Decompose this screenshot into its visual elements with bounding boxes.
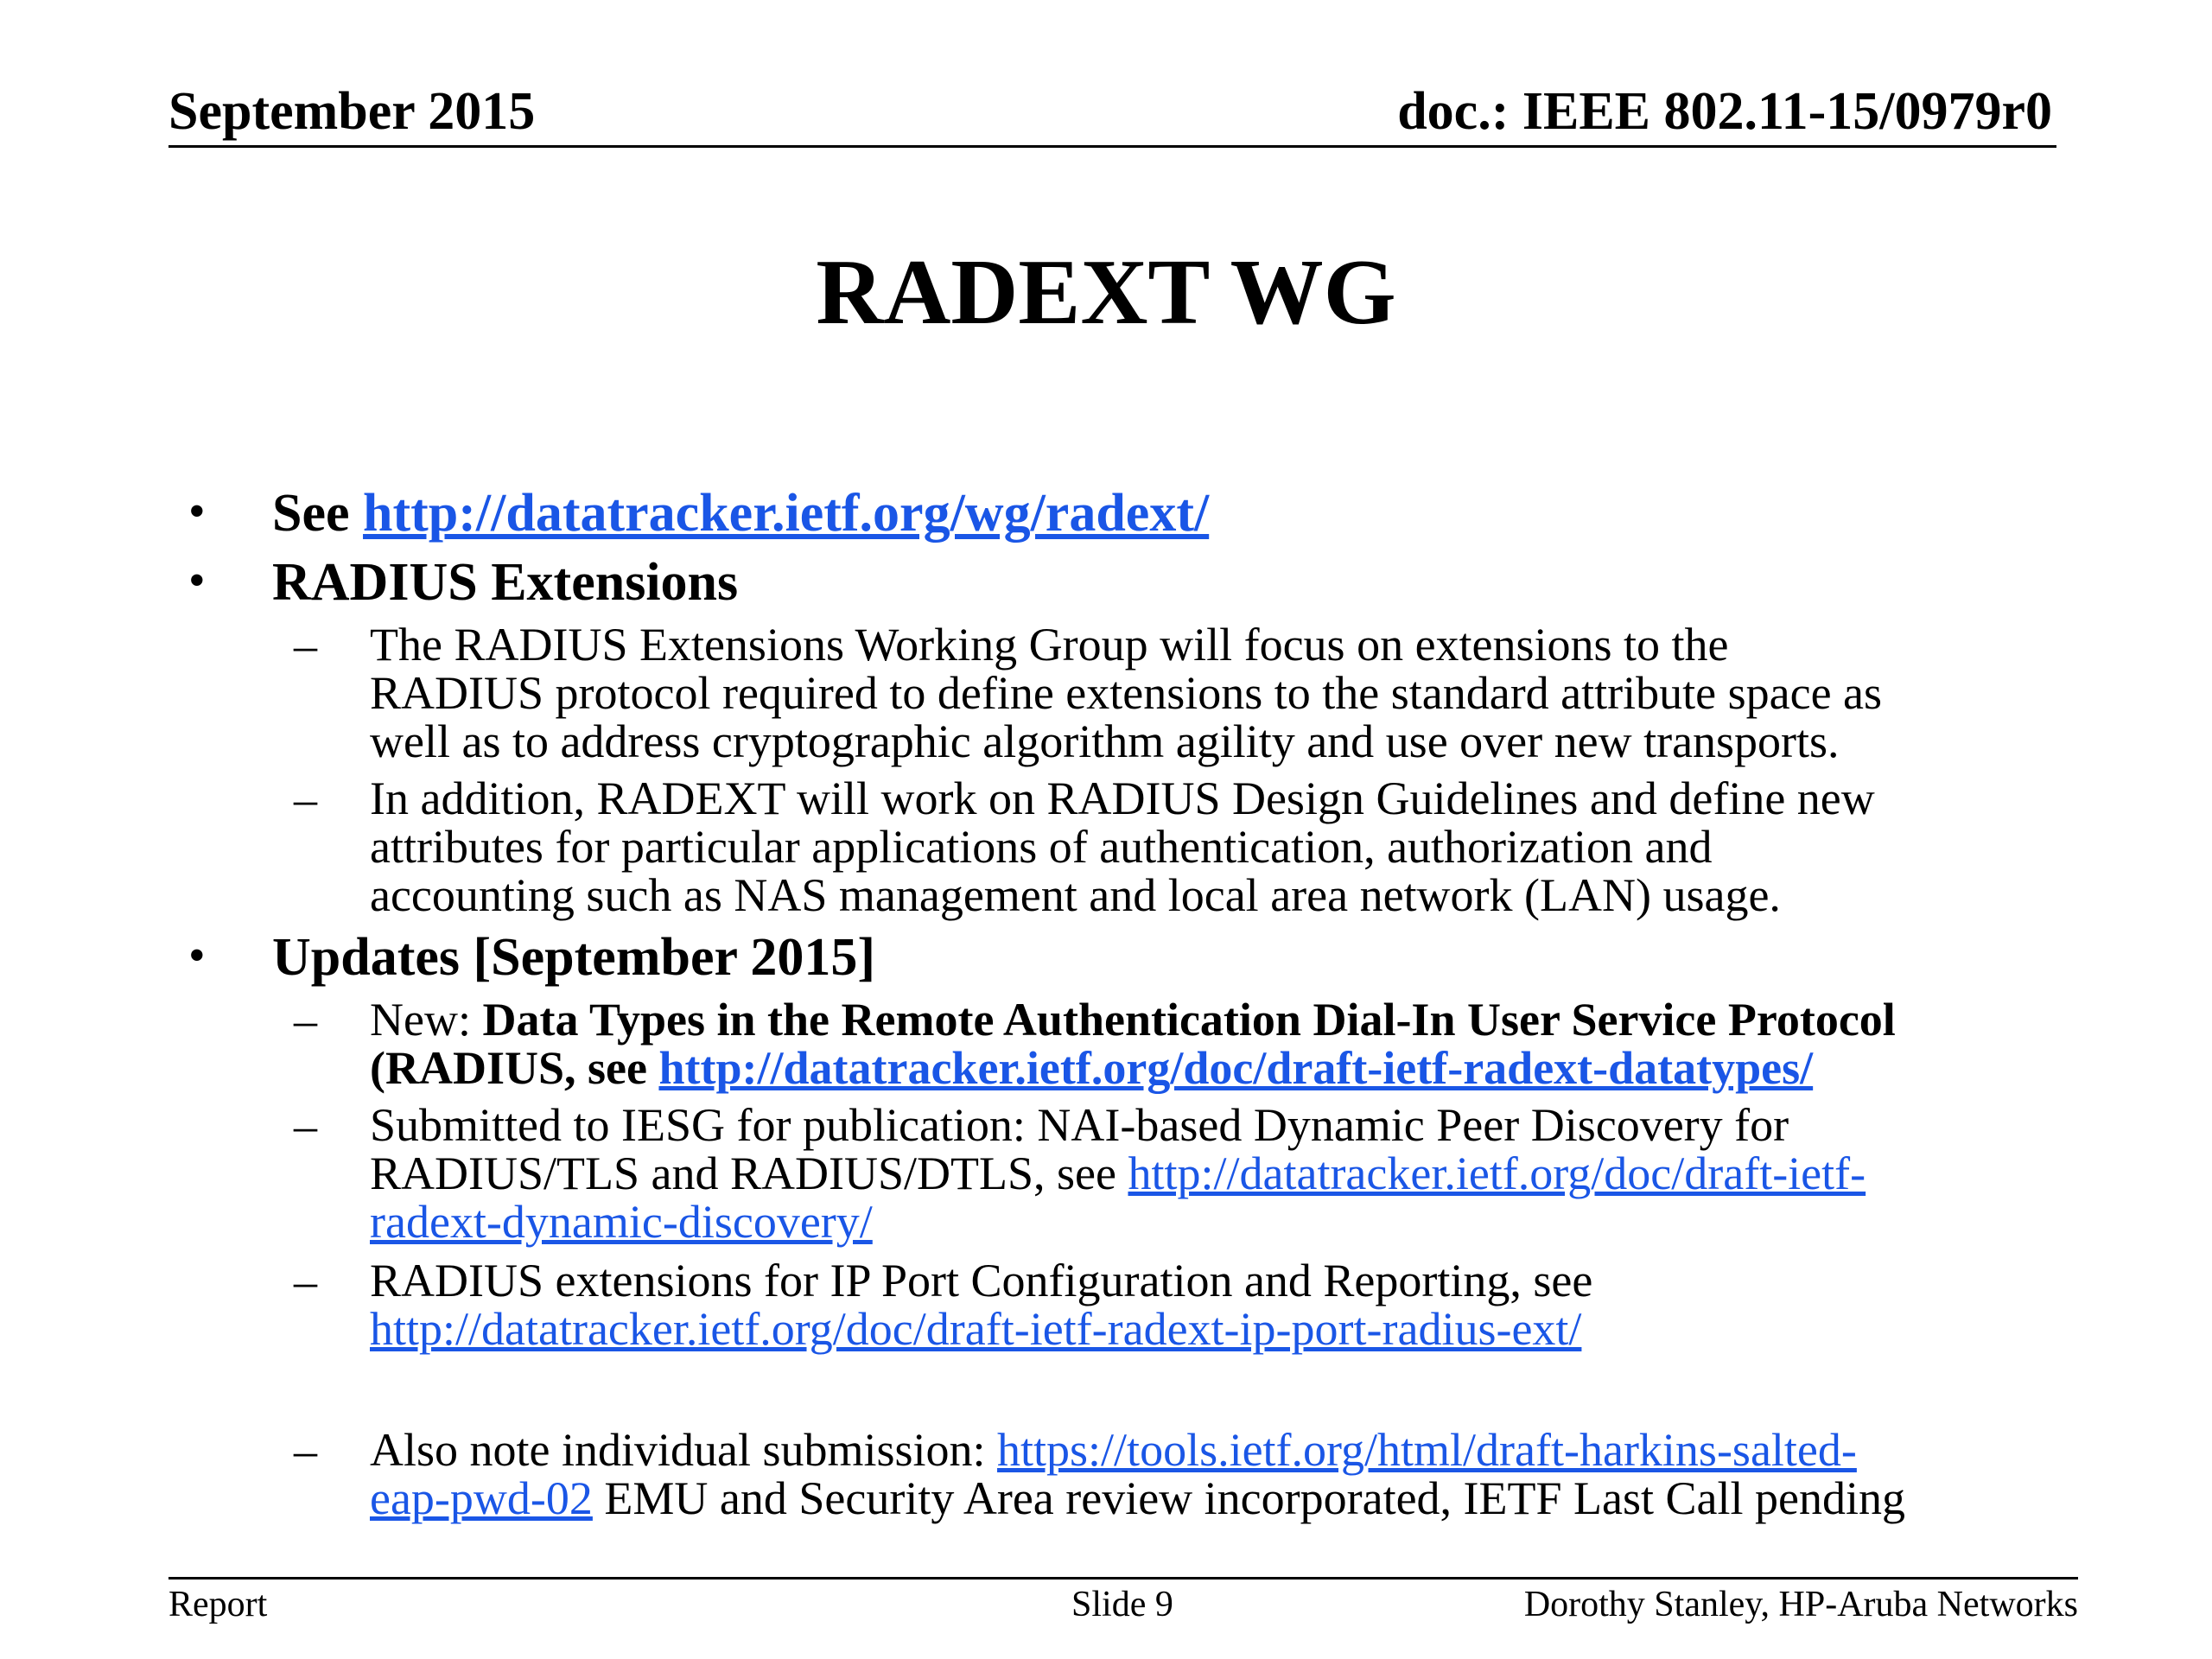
text-line [370, 1149, 1866, 1198]
text-line: The RADIUS Extensions Working Group will focus on extensions to the [370, 619, 1729, 671]
update-datatypes [370, 995, 1896, 1092]
see-prefix: See [272, 484, 364, 543]
footer-author: Dorothy Stanley, HP-Aruba Networks [1523, 1585, 2078, 1624]
slide-title: RADEXT WG [816, 241, 1396, 344]
datatypes-link[interactable]: http://datatracker.ietf.org/doc/draft-ietf-radext-datatypes/ [658, 1042, 1814, 1094]
salted-eap-link-part2[interactable]: eap-pwd-02 [370, 1472, 593, 1524]
bullet-marker: • [188, 485, 206, 538]
bullet-radius-extensions: RADIUS Extensions [272, 553, 739, 612]
text-line: attributes for particular applications of authentication, authorization and [370, 821, 1713, 873]
submission-status: EMU and Security Area review incorporated, IETF Last Call pending [592, 1472, 1905, 1524]
update-individual-submission [370, 1426, 1905, 1522]
footer-divider [168, 1577, 2078, 1580]
text-line [370, 995, 1896, 1044]
dash-marker: – [294, 1255, 317, 1307]
bullet-see [272, 484, 1209, 543]
text-line: In addition, RADEXT will work on RADIUS Design Guidelines and define new [370, 772, 1875, 824]
bullet-marker: • [188, 929, 206, 982]
datatypes-title: Data Types in the Remote Authentication Dial-In User Service Protocol [482, 994, 1896, 1046]
dash-marker: – [294, 1100, 317, 1152]
text-line: accounting such as NAS management and local area network (LAN) usage. [370, 869, 1781, 921]
header-date: September 2015 [168, 82, 536, 141]
radius-sub-focus [370, 620, 1882, 766]
submission-text: Also note individual submission: [370, 1424, 998, 1476]
update-dynamic-discovery [370, 1101, 1866, 1246]
dash-marker: – [294, 773, 317, 825]
datatypes-see: (RADIUS, see [370, 1042, 659, 1094]
radius-sub-guidelines [370, 774, 1875, 919]
dash-marker: – [294, 620, 317, 671]
footer-slide-number: Slide 9 [1071, 1585, 1173, 1624]
text-line [370, 1474, 1905, 1522]
ip-port-link[interactable]: http://datatracker.ietf.org/doc/draft-ietf-radext-ip-port-radius-ext/ [370, 1303, 1582, 1355]
discovery-link-part1[interactable]: http://datatracker.ietf.org/doc/draft-ietf- [1128, 1147, 1866, 1199]
new-prefix: New: [370, 994, 483, 1046]
dash-marker: – [294, 1425, 317, 1477]
dash-marker: – [294, 995, 317, 1046]
discovery-link-part2[interactable]: radext-dynamic-discovery/ [370, 1196, 873, 1248]
bullet-marker: • [188, 554, 206, 607]
discovery-text: RADIUS/TLS and RADIUS/DTLS, see [370, 1147, 1128, 1199]
radext-wg-link[interactable]: http://datatracker.ietf.org/wg/radext/ [363, 484, 1210, 543]
text-line: RADIUS protocol required to define extensions to the standard attribute space as [370, 667, 1883, 719]
text-line [370, 1044, 1896, 1092]
text-line: RADIUS extensions for IP Port Configuration and Reporting, see [370, 1255, 1593, 1306]
salted-eap-link-part1[interactable]: https://tools.ietf.org/html/draft-harkins-salted- [997, 1424, 1857, 1476]
text-line: well as to address cryptographic algorithm agility and use over new transports. [370, 715, 1840, 767]
text-line: Submitted to IESG for publication: NAI-based Dynamic Peer Discovery for [370, 1099, 1789, 1151]
header-divider [168, 145, 2056, 148]
text-line [370, 1426, 1905, 1474]
header-doc-id: doc.: IEEE 802.11-15/0979r0 [1397, 82, 2052, 141]
bullet-updates: Updates [September 2015] [272, 928, 876, 987]
footer-report: Report [168, 1585, 268, 1624]
update-ip-port [370, 1256, 1592, 1353]
